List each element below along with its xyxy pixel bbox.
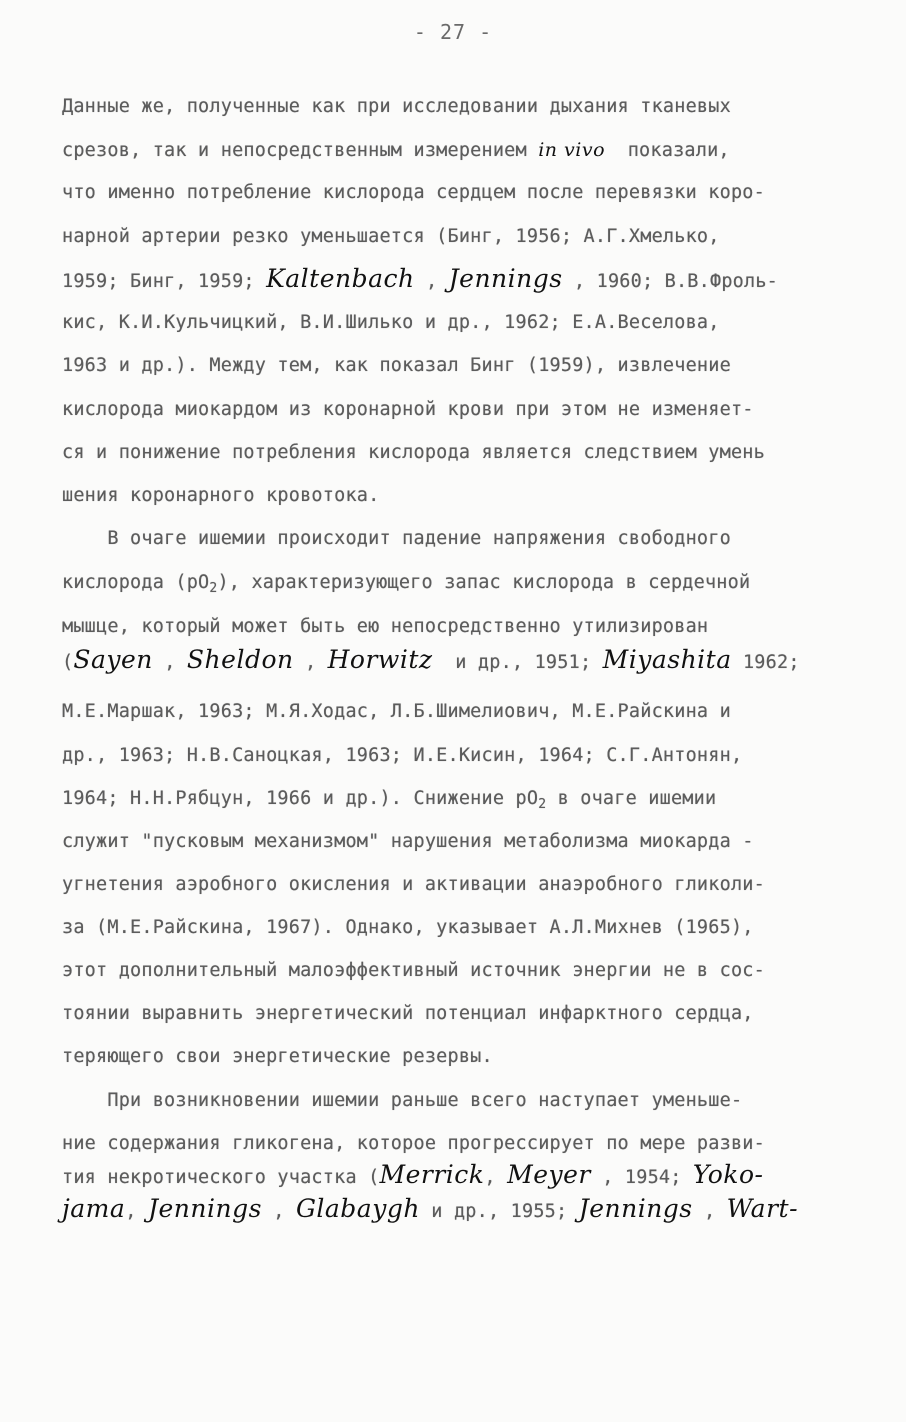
- typed-text: , 1960; В.В.Фроль-: [562, 271, 779, 292]
- typed-text: ,: [484, 1167, 508, 1188]
- text-line: [62, 1194, 862, 1224]
- handwritten-citation: Sheldon: [186, 645, 294, 674]
- typed-text: кис, К.И.Кульчицкий, В.И.Шилько и др., 1962; Е.А.Веселова,: [62, 312, 720, 333]
- typed-text: кислорода миокардом из коронарной крови при этом не изменяет-: [62, 399, 754, 420]
- handwritten-citation: Jennings: [578, 1194, 693, 1223]
- text-line: [62, 354, 862, 378]
- handwritten-citation: Glabaygh: [295, 1194, 420, 1223]
- handwritten-citation: Miyashita: [602, 645, 732, 674]
- text-line: [62, 441, 862, 465]
- typed-text: этот дополнительный малоэффективный источник энергии не в сос-: [62, 960, 765, 981]
- text-line: [62, 700, 862, 724]
- subscript: 2: [538, 797, 547, 812]
- text-line: [62, 1002, 862, 1026]
- typed-text: ,: [692, 1201, 727, 1222]
- typed-text: Данные же, полученные как при исследовании дыхания тканевых: [62, 96, 731, 117]
- typed-text: ся и понижение потребления кислорода является следствием умень: [62, 442, 765, 463]
- typed-text: (: [62, 652, 74, 673]
- text-line: [62, 398, 862, 422]
- handwritten-citation: in vivo: [538, 139, 606, 161]
- typed-text: ,: [261, 1201, 296, 1222]
- typed-text: мышце, который может быть ею непосредственно утилизирован: [62, 616, 709, 637]
- typed-text: кислорода (рО: [62, 572, 210, 593]
- typed-text: , 1954;: [590, 1167, 693, 1188]
- handwritten-citation: Jennings: [448, 264, 563, 293]
- text-line: [62, 615, 862, 639]
- typed-text: В очаге ишемии происходит падение напряжения свободного: [62, 528, 731, 549]
- typed-text: срезов, так и непосредственным измерением: [62, 140, 539, 161]
- handwritten-citation: Kaltenbach: [266, 264, 415, 293]
- typed-text: и др., 1951;: [432, 652, 603, 673]
- text-line: [62, 916, 862, 940]
- text-line: [62, 873, 862, 897]
- typed-text: показали,: [605, 140, 730, 161]
- typed-text: 1962;: [731, 652, 800, 673]
- text-line: [62, 1132, 862, 1156]
- typed-text: тия некротического участка (: [62, 1167, 380, 1188]
- text-line: [62, 1089, 862, 1113]
- handwritten-citation: Yoko-: [692, 1160, 764, 1189]
- typed-text: ), характеризующего запас кислорода в сердечной: [217, 572, 751, 593]
- text-line: [62, 1160, 862, 1190]
- subscript: 2: [209, 581, 218, 596]
- text-line: [62, 1045, 862, 1069]
- text-line: [62, 138, 862, 163]
- typed-text: М.Е.Маршак, 1963; М.Я.Ходас, Л.Б.Шимелиович, М.Е.Райскина и: [62, 701, 731, 722]
- handwritten-citation: Merrick: [379, 1160, 485, 1189]
- text-line: [62, 181, 862, 205]
- text-line: [62, 311, 862, 335]
- handwritten-citation: Meyer: [507, 1160, 591, 1189]
- typed-text: ,: [125, 1201, 148, 1222]
- typed-text: ,: [414, 271, 449, 292]
- typed-text: теряющего свои энергетические резервы.: [62, 1046, 493, 1067]
- typed-text: 1963 и др.). Между тем, как показал Бинг (1959), извлечение: [62, 355, 731, 376]
- handwritten-citation: Wart-: [726, 1194, 799, 1223]
- typed-text: шения коронарного кровотока.: [62, 485, 380, 506]
- text-line: [62, 959, 862, 983]
- typed-text: что именно потребление кислорода сердцем после перевязки коро-: [62, 182, 765, 203]
- typed-text: служит "пусковым механизмом" нарушения метаболизма миокарда -: [62, 831, 754, 852]
- typed-text: нарной артерии резко уменьшается (Бинг, 1956; А.Г.Хмелько,: [62, 226, 720, 247]
- handwritten-citation: Jennings: [147, 1194, 262, 1223]
- text-line: [62, 744, 862, 768]
- text-line: [62, 484, 862, 508]
- typed-text: за (М.Е.Райскина, 1967). Однако, указывает А.Л.Михнев (1965),: [62, 917, 754, 938]
- text-line: [62, 571, 862, 595]
- typed-text: и др., 1955;: [419, 1201, 579, 1222]
- text-line: [62, 645, 862, 675]
- page-number: - 27 -: [413, 20, 493, 44]
- typed-text: ,: [152, 652, 187, 673]
- text-line: [62, 830, 862, 854]
- text-line: [62, 225, 862, 249]
- text-line: [62, 527, 862, 551]
- handwritten-citation: Sayen: [73, 645, 153, 674]
- typed-text: ,: [293, 652, 328, 673]
- typed-text: угнетения аэробного окисления и активации анаэробного гликоли-: [62, 874, 765, 895]
- typed-text: в очаге ишемии: [546, 788, 717, 809]
- text-line: [62, 787, 862, 811]
- text-line: [62, 95, 862, 119]
- handwritten-citation: jama: [62, 1194, 126, 1223]
- text-line: [62, 264, 862, 294]
- typed-text: 1959; Бинг, 1959;: [62, 271, 267, 292]
- typed-text: ние содержания гликогена, которое прогрессирует по мере разви-: [62, 1133, 765, 1154]
- typed-text: 1964; Н.Н.Рябцун, 1966 и др.). Снижение рО: [62, 788, 539, 809]
- typed-text: тоянии выравнить энергетический потенциал инфарктного сердца,: [62, 1003, 754, 1024]
- handwritten-citation: Horwitz: [327, 645, 433, 674]
- typed-text: При возникновении ишемии раньше всего наступает уменьше-: [62, 1090, 743, 1111]
- typed-text: др., 1963; Н.В.Саноцкая, 1963; И.Е.Кисин, 1964; С.Г.Антонян,: [62, 745, 743, 766]
